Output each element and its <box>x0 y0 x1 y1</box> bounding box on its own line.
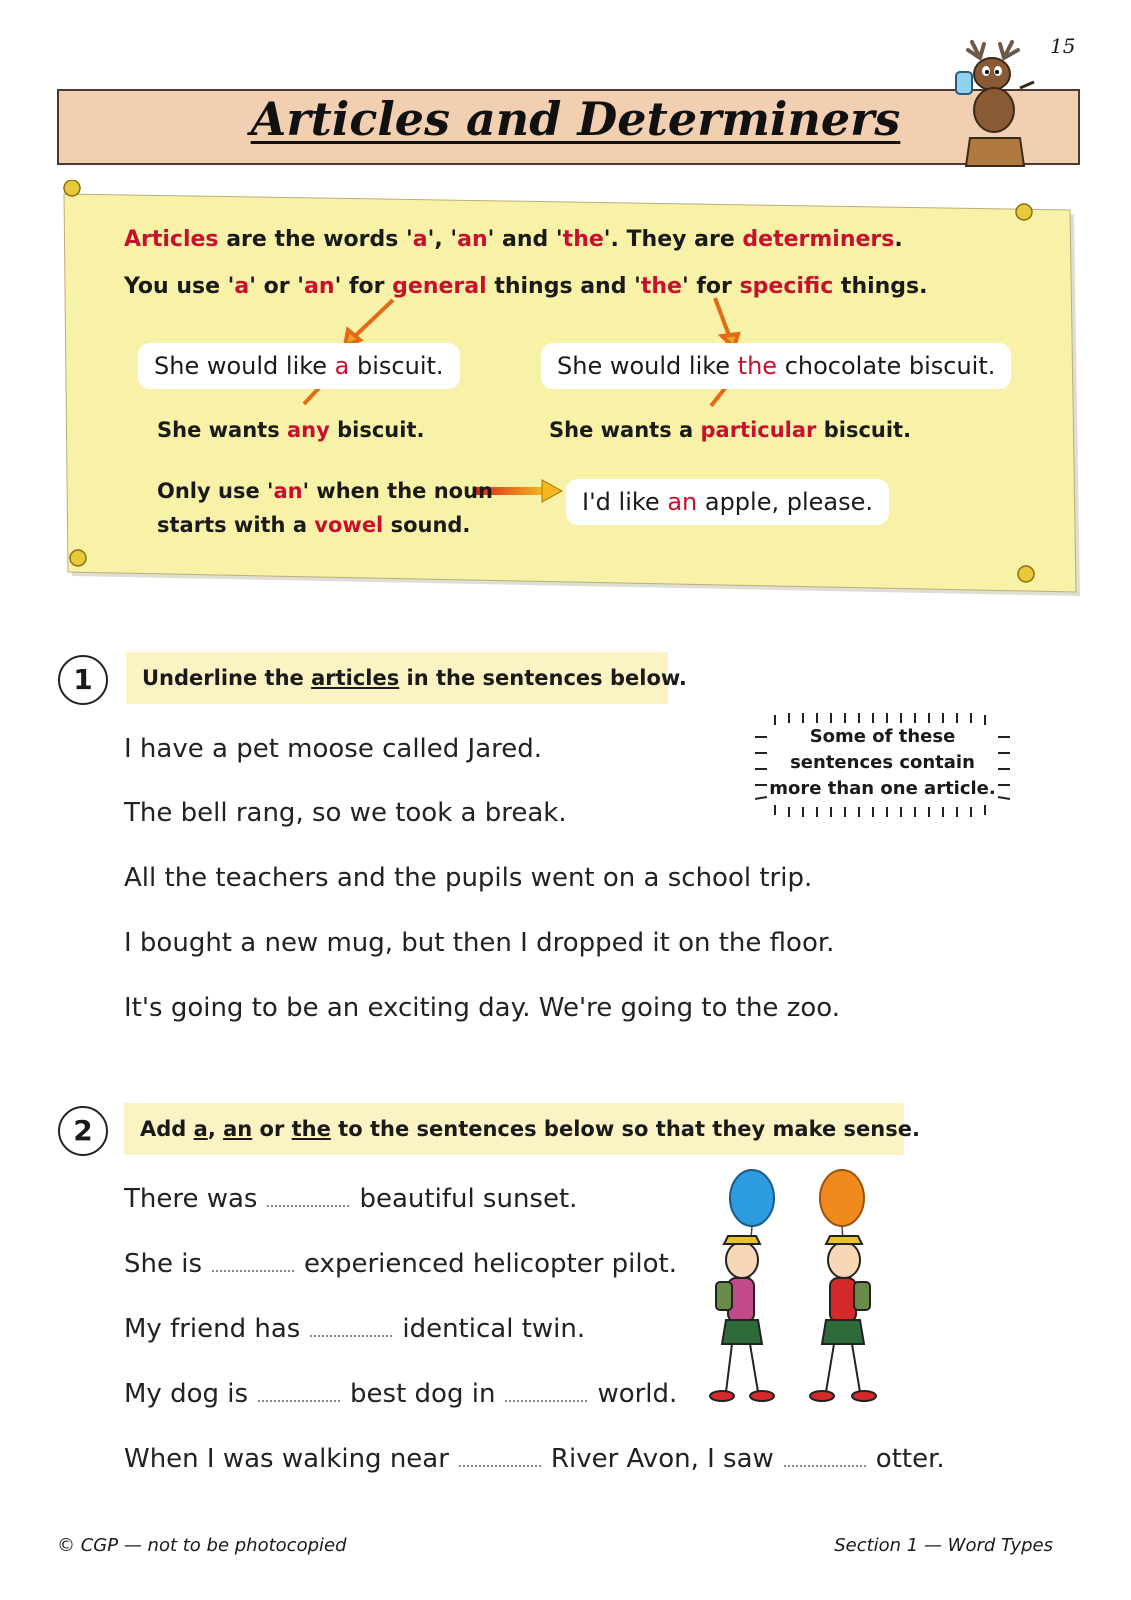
tip-line: Some of these <box>809 726 956 747</box>
key-term-determiners: determiners <box>742 227 895 252</box>
text: My dog is <box>124 1379 249 1409</box>
text: biscuit. <box>349 352 444 380</box>
info-line-1 <box>124 227 903 252</box>
kids-with-balloons-illustration <box>700 1160 885 1410</box>
instruction-keyword: articles <box>311 666 400 690</box>
text: She is <box>124 1249 203 1279</box>
highlighted-article: an <box>667 488 698 516</box>
info-line-2 <box>124 274 928 299</box>
text: sound. <box>383 513 471 537</box>
text: starts with a <box>157 513 315 537</box>
answer-blank[interactable] <box>212 1268 294 1272</box>
answer-blank[interactable] <box>310 1333 392 1337</box>
key-term-articles: Articles <box>124 227 219 252</box>
note-particular-biscuit <box>549 418 911 442</box>
text: When I was walking near <box>124 1444 449 1474</box>
text: biscuit. <box>329 418 425 442</box>
text: in the sentences below. <box>399 666 687 690</box>
text: world. <box>597 1379 678 1409</box>
text: things and ' <box>486 274 641 299</box>
text: apple, please. <box>697 488 874 516</box>
text: to the sentences below so that they make sense. <box>330 1117 920 1141</box>
page-title: Articles and Determiners <box>250 92 901 146</box>
footer-copyright: © CGP — not to be photocopied <box>57 1535 347 1556</box>
note-any-biscuit <box>157 418 424 442</box>
note-vowel-rule <box>157 474 493 542</box>
question-2-number: 2 <box>58 1106 108 1156</box>
tip-text <box>755 724 1010 802</box>
text: She would like <box>557 352 738 380</box>
text: , <box>207 1117 224 1141</box>
text: River Avon, I saw <box>550 1444 774 1474</box>
key-term: the <box>640 274 682 299</box>
text: things. <box>833 274 928 299</box>
tip-line: more than one article. <box>769 778 996 799</box>
key-term: any <box>287 418 330 442</box>
page-number: 15 <box>1050 34 1076 58</box>
text: or <box>252 1117 292 1141</box>
text: ' when the noun <box>302 479 493 503</box>
key-term-general: general <box>392 274 487 299</box>
example-box-specific <box>541 343 1011 389</box>
text: ' or ' <box>249 274 305 299</box>
question-1-number: 1 <box>58 655 108 705</box>
moose-mascot-illustration <box>950 38 1040 168</box>
question-2-instruction <box>124 1103 920 1155</box>
key-term: the <box>562 227 604 252</box>
tip-line: sentences contain <box>790 752 975 773</box>
key-term: an <box>457 227 488 252</box>
answer-blank[interactable] <box>459 1463 541 1467</box>
key-term-specific: specific <box>739 274 834 299</box>
text: My friend has <box>124 1314 301 1344</box>
q1-sentence-1[interactable]: I have a pet moose called Jared. <box>124 734 543 764</box>
key-term: particular <box>700 418 817 442</box>
instruction-keyword: the <box>291 1117 331 1141</box>
text: She wants a <box>549 418 701 442</box>
text: beautiful sunset. <box>359 1184 578 1214</box>
q1-sentence-5[interactable]: It's going to be an exciting day. We're going to the zoo. <box>124 993 840 1023</box>
q2-sentence-2 <box>124 1249 677 1279</box>
text: chocolate biscuit. <box>777 352 996 380</box>
answer-blank[interactable] <box>784 1463 866 1467</box>
text: You use ' <box>124 274 235 299</box>
instruction-keyword: an <box>223 1117 253 1141</box>
key-term: a <box>412 227 428 252</box>
footer-section: Section 1 — Word Types <box>834 1535 1053 1556</box>
text: . <box>894 227 903 252</box>
q2-sentence-3 <box>124 1314 585 1344</box>
text: '. They are <box>603 227 743 252</box>
highlighted-article: a <box>334 352 350 380</box>
q1-sentence-4[interactable]: I bought a new mug, but then I dropped it on the floor. <box>124 928 835 958</box>
text: She would like <box>154 352 335 380</box>
example-box-general <box>138 343 460 389</box>
text: ', ' <box>427 227 458 252</box>
text: identical twin. <box>402 1314 586 1344</box>
q2-sentence-1 <box>124 1184 577 1214</box>
text: ' and ' <box>487 227 563 252</box>
q2-sentence-5 <box>124 1444 945 1474</box>
text: She wants <box>157 418 287 442</box>
text: otter. <box>875 1444 945 1474</box>
text: ' for <box>681 274 740 299</box>
answer-blank[interactable] <box>267 1203 349 1207</box>
key-term: an <box>304 274 335 299</box>
text: I'd like <box>582 488 668 516</box>
instruction-keyword: a <box>193 1117 208 1141</box>
q2-sentence-4 <box>124 1379 677 1409</box>
q1-sentence-2[interactable]: The bell rang, so we took a break. <box>124 798 567 828</box>
text: Underline the <box>142 666 312 690</box>
text: biscuit. <box>816 418 912 442</box>
answer-blank[interactable] <box>505 1398 587 1402</box>
example-box-an <box>566 479 889 525</box>
text: There was <box>124 1184 258 1214</box>
text: Only use ' <box>157 479 274 503</box>
question-1-instruction <box>126 652 687 704</box>
text: Add <box>140 1117 194 1141</box>
text: experienced helicopter pilot. <box>304 1249 677 1279</box>
key-term-vowel: vowel <box>314 513 384 537</box>
highlighted-article: the <box>737 352 778 380</box>
key-term: a <box>234 274 250 299</box>
q1-sentence-3[interactable]: All the teachers and the pupils went on a school trip. <box>124 863 813 893</box>
text: are the words ' <box>218 227 413 252</box>
key-term: an <box>273 479 303 503</box>
text: ' for <box>334 274 393 299</box>
text: best dog in <box>350 1379 496 1409</box>
answer-blank[interactable] <box>258 1398 340 1402</box>
